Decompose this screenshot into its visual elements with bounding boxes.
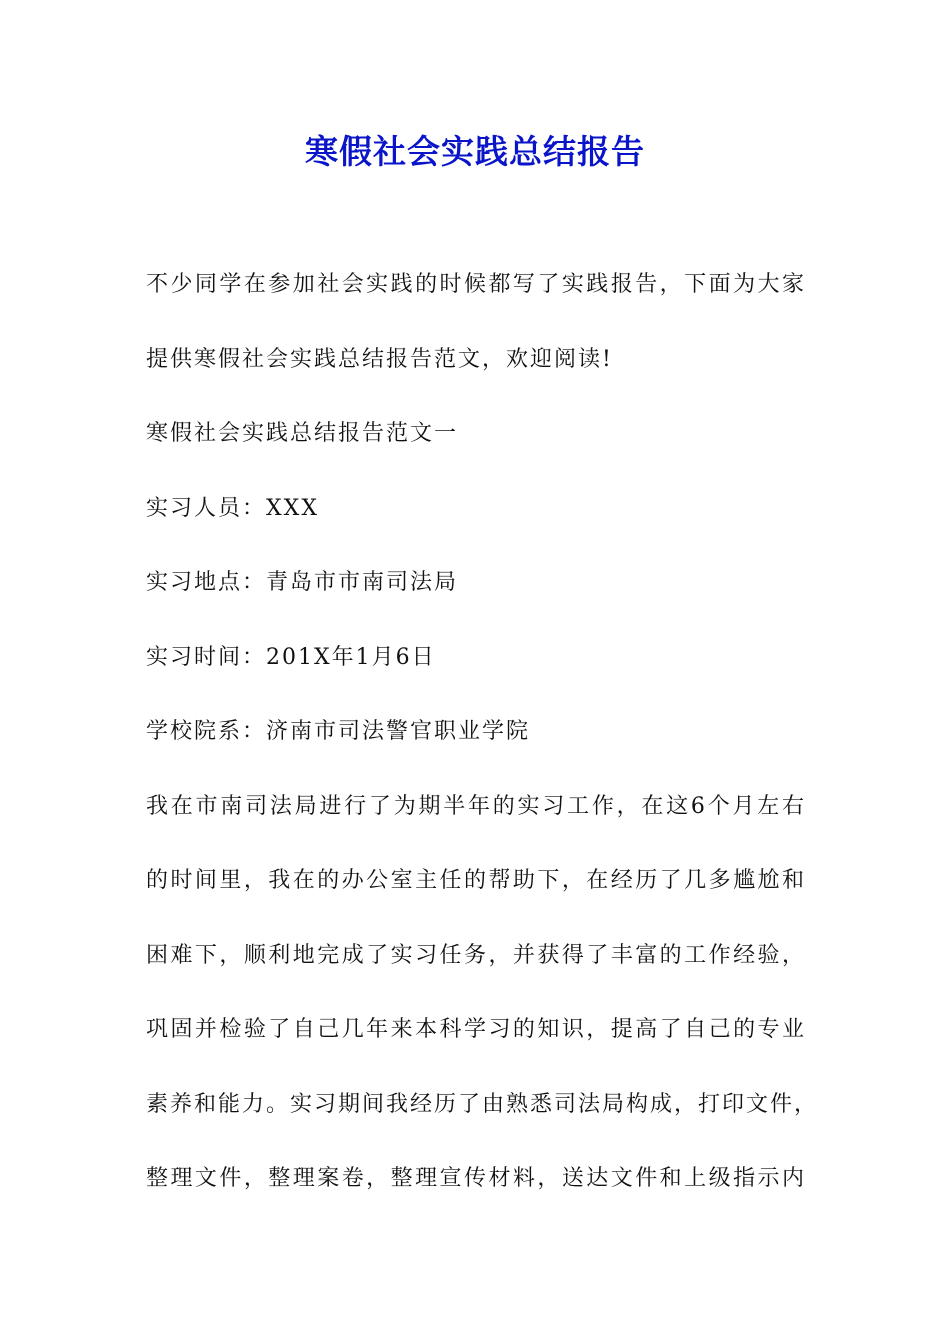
info-line-intern: 实习人员：XXX [146,495,319,521]
paragraph-line: 我在市南司法局进行了为期半年的实习工作，在这6个月左右 [146,793,806,819]
paragraph-line: 整理文件，整理案卷，整理宣传材料，送达文件和上级指示内 [146,1166,806,1191]
info-line-location: 实习地点：青岛市市南司法局 [146,570,459,595]
section-heading: 寒假社会实践总结报告范文一 [146,421,459,446]
document-body [146,260,826,1229]
paragraph-line: 素养和能力。实习期间我经历了由熟悉司法局构成，打印文件， [146,1091,819,1117]
paragraph-line: 不少同学在参加社会实践的时候都写了实践报告，下面为大家 [146,272,806,297]
info-line-time: 实习时间：201X年1月6日 [146,644,436,670]
document-title: 寒假社会实践总结报告 [305,132,645,171]
paragraph-line: 巩固并检验了自己几年来本科学习的知识，提高了自己的专业 [146,1017,806,1042]
paragraph-line: 困难下，顺利地完成了实习任务，并获得了丰富的工作经验， [146,942,806,968]
paragraph-line: 的时间里，我在的办公室主任的帮助下，在经历了几多尴尬和 [146,868,806,893]
info-line-school: 学校院系：济南市司法警官职业学院 [146,719,531,744]
paragraph-line: 提供寒假社会实践总结报告范文，欢迎阅读! [146,346,613,372]
